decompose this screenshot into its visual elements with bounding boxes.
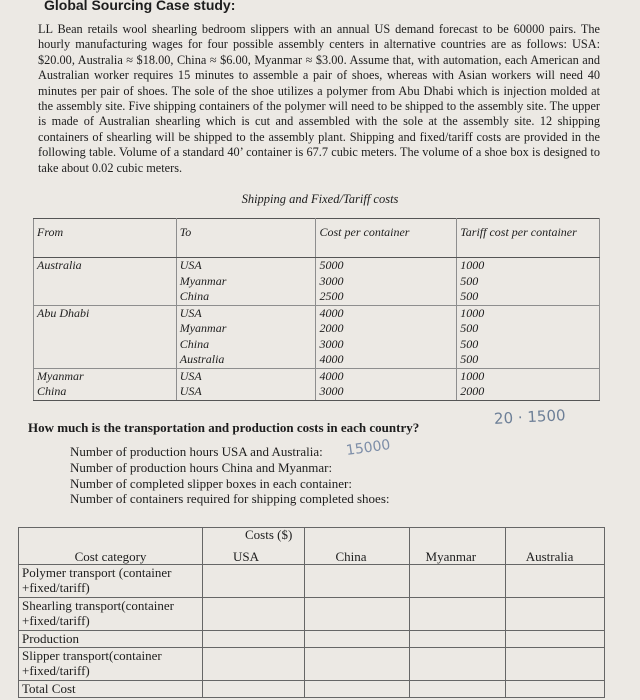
cell-cost: 4000 [316, 305, 457, 321]
intro-paragraph: LL Bean retails wool shearling bedroom slippers with an annual US demand forecast to be 60000 pairs. The hourly manufacturing wages for four possible assembly centers in alternative countries are as follows: USA: $20.00, Australia ≈ $18.00, China ≈ $6.00, Myanmar ≈ $3.00. Assume that, with automation, each American and Australian worker requires 15 minutes to assemble a pair of shoes, whereas with Asian workers will need 40 minutes per pair of shoes. The sole of the shoe utilizes a polymer from Abu Dhabi which is injection molded at the assembly site. Five shipping containers of the polymer will need to be shipped to the assembly site. The upper is made of Australian shearling which is cut and assembled with the sole at the assembly site. 12 shipping containers of shearling will be shipped to the assembly plant. Shipping and fixed/tariff costs are provided in the following table. Volume of a standard 40’ container is 67.7 cubic meters. The volume of a shoe box is designed to take about 0.02 cubic meters. [38, 22, 600, 175]
cell-tariff: 1000 [457, 368, 600, 384]
table-row [19, 598, 605, 631]
cost-cell[interactable] [305, 631, 409, 648]
cell-from [34, 274, 177, 290]
cost-cell[interactable] [203, 631, 305, 648]
cell-to: USA [176, 368, 316, 384]
header-cost-category: Cost category [19, 528, 203, 565]
handwritten-calc-note: 20 · 1500 [493, 406, 567, 428]
row-label: Shearling transport(container +fixed/tariff) [19, 598, 203, 631]
cell-cost: 3000 [316, 274, 457, 290]
header-cost-per-container: Cost per container [316, 219, 457, 258]
cost-cell[interactable] [409, 681, 505, 698]
handwritten-hours-note: 15000 [345, 436, 392, 460]
cost-cell[interactable] [409, 598, 505, 631]
question-text: How much is the transportation and production costs in each country? [28, 420, 420, 435]
table-row [34, 321, 600, 337]
cell-to: China [176, 289, 316, 305]
table-row [19, 565, 605, 598]
table-row [34, 258, 600, 274]
cell-from [34, 289, 177, 305]
cost-cell[interactable] [203, 681, 305, 698]
header-usa-label: USA [233, 549, 260, 564]
cell-tariff: 500 [457, 352, 600, 368]
cell-from [34, 321, 177, 337]
cell-tariff: 1000 [457, 258, 600, 274]
cost-cell[interactable] [505, 565, 604, 598]
table-row [34, 337, 600, 353]
row-label: Production [19, 631, 203, 648]
cost-cell[interactable] [305, 598, 409, 631]
table-row [34, 274, 600, 290]
cell-to: USA [176, 258, 316, 274]
cost-cell[interactable] [305, 648, 409, 681]
cell-to: Myanmar [176, 321, 316, 337]
cost-cell[interactable] [203, 648, 305, 681]
header-to: To [176, 219, 316, 258]
cost-cell[interactable] [203, 598, 305, 631]
cell-tariff: 1000 [457, 305, 600, 321]
cell-from: China [34, 384, 177, 400]
cost-cell[interactable] [305, 565, 409, 598]
row-label: Polymer transport (container +fixed/tariff) [19, 565, 203, 598]
cell-from [34, 352, 177, 368]
shipping-table-caption: Shipping and Fixed/Tariff costs [241, 192, 399, 206]
cell-cost: 4000 [316, 368, 457, 384]
cell-tariff: 500 [457, 289, 600, 305]
cell-cost: 2000 [316, 321, 457, 337]
table-row [19, 648, 605, 681]
cell-cost: 3000 [316, 337, 457, 353]
table-row [34, 305, 600, 321]
fact-boxes-per-container: Number of completed slipper boxes in each container: [70, 475, 352, 491]
header-from: From [34, 219, 177, 258]
header-tariff-cost: Tariff cost per container [457, 219, 600, 258]
cell-cost: 4000 [316, 352, 457, 368]
cost-table-header-row [19, 528, 605, 565]
cell-cost: 3000 [316, 384, 457, 400]
facts-list [70, 444, 390, 507]
table-row [19, 631, 605, 648]
table-row [34, 384, 600, 400]
table-row [34, 352, 600, 368]
document-title: Global Sourcing Case study: [44, 0, 236, 13]
cell-to: China [176, 337, 316, 353]
cell-to: USA [176, 305, 316, 321]
cost-cell[interactable] [409, 631, 505, 648]
costs-label: Costs ($) [245, 527, 293, 542]
cell-from: Myanmar [34, 368, 177, 384]
cost-cell[interactable] [505, 681, 604, 698]
header-usa [203, 528, 305, 565]
cost-cell[interactable] [409, 565, 505, 598]
header-australia: Australia [505, 528, 604, 565]
table-row [34, 368, 600, 384]
shipping-table-header-row [34, 219, 600, 258]
cell-tariff: 2000 [457, 384, 600, 400]
fact-hours-china-myanmar: Number of production hours China and Myanmar: [70, 459, 333, 475]
cell-from: Abu Dhabi [34, 305, 177, 321]
cell-tariff: 500 [457, 321, 600, 337]
header-china: China [305, 528, 409, 565]
fact-containers-required: Number of containers required for shipping completed shoes: [70, 491, 390, 507]
cost-cell[interactable] [203, 565, 305, 598]
cost-cell[interactable] [505, 598, 604, 631]
cell-to: Myanmar [176, 274, 316, 290]
cost-cell[interactable] [505, 648, 604, 681]
cost-cell[interactable] [505, 631, 604, 648]
shipping-costs-table [33, 218, 600, 401]
cell-from: Australia [34, 258, 177, 274]
row-label: Total Cost [19, 681, 203, 698]
cost-summary-table [18, 527, 605, 698]
table-row [34, 289, 600, 305]
fact-hours-usa-australia: Number of production hours USA and Australia: [70, 444, 323, 459]
table-row [19, 681, 605, 698]
cell-to: USA [176, 384, 316, 400]
cost-cell[interactable] [305, 681, 409, 698]
cell-cost: 2500 [316, 289, 457, 305]
cell-from [34, 337, 177, 353]
cell-cost: 5000 [316, 258, 457, 274]
cost-cell[interactable] [409, 648, 505, 681]
cell-to: Australia [176, 352, 316, 368]
cell-tariff: 500 [457, 274, 600, 290]
header-myanmar: Myanmar [409, 528, 505, 565]
cell-tariff: 500 [457, 337, 600, 353]
row-label: Slipper transport(container +fixed/tariff) [19, 648, 203, 681]
